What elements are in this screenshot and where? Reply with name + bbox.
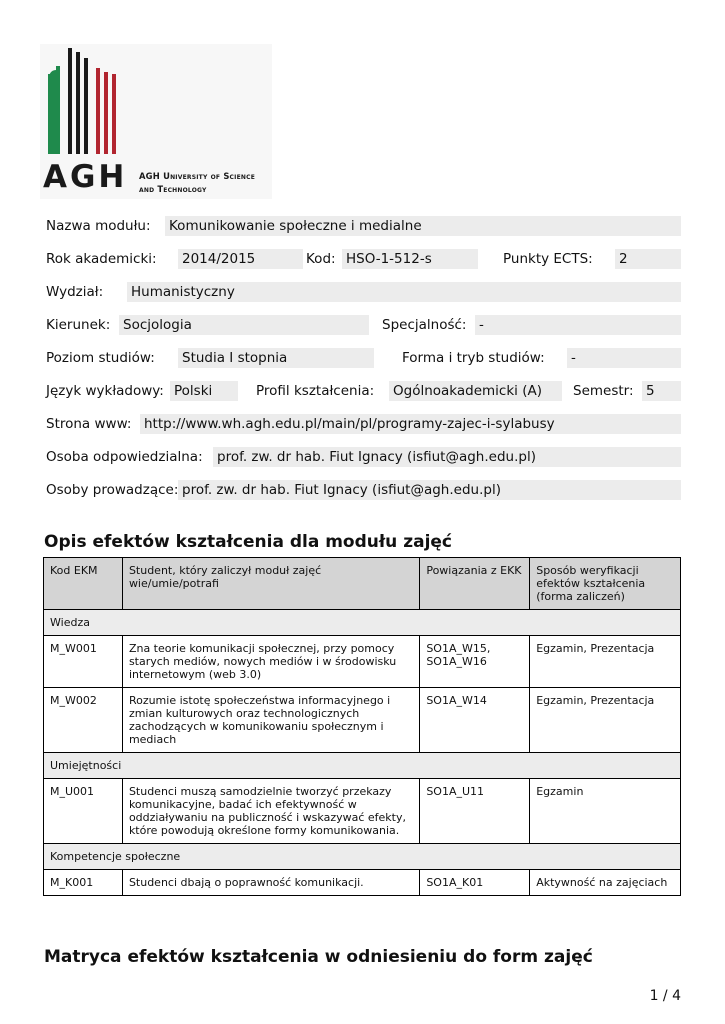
table-row (44, 870, 681, 896)
rok-value: 2014/2015 (178, 249, 303, 269)
cell-opis: Studenci muszą samodzielnie tworzyć przekazy komunikacyjne, badać ich efektywność w oddziaływaniu na publiczność i wskazywać efekty, które powodują określone formy komunikowania. (122, 779, 419, 844)
jezyk-value: Polski (170, 381, 238, 401)
odpowiedzialna-label: Osoba odpowiedzialna: (46, 449, 203, 465)
cell-kod: M_W001 (44, 636, 123, 688)
cell-sposob: Egzamin, Prezentacja (530, 636, 681, 688)
agh-full-name (139, 170, 255, 196)
cell-opis: Studenci dbają o poprawność komunikacji. (122, 870, 419, 896)
poziom-value: Studia I stopnia (178, 348, 374, 368)
forma-label: Forma i tryb studiów: (402, 350, 545, 366)
table-header-row (44, 558, 681, 610)
table-row (44, 779, 681, 844)
semestr-value: 5 (642, 381, 681, 401)
kierunek-value: Socjologia (119, 315, 369, 335)
agh-logo (40, 44, 272, 199)
forma-value: - (567, 348, 681, 368)
section-label: Wiedza (44, 610, 681, 636)
www-label: Strona www: (46, 416, 132, 432)
section-title-matryca: Matryca efektów kształcenia w odniesieniu do form zajęć (44, 947, 593, 967)
kierunek-label: Kierunek: (46, 317, 111, 333)
cell-powiazania: SO1A_W15, SO1A_W16 (420, 636, 530, 688)
profil-value: Ogólnoakademicki (A) (389, 381, 562, 401)
section-row-kompetencje (44, 844, 681, 870)
ects-label: Punkty ECTS: (503, 251, 593, 267)
agh-full-name-line2: and Technology (139, 184, 207, 194)
www-link[interactable]: http://www.wh.agh.edu.pl/main/pl/programy-zajec-i-sylabusy (140, 414, 681, 434)
cell-powiazania: SO1A_W14 (420, 688, 530, 753)
page-number: 1 / 4 (649, 988, 681, 1004)
cell-powiazania: SO1A_U11 (420, 779, 530, 844)
cell-kod: M_U001 (44, 779, 123, 844)
semestr-label: Semestr: (573, 383, 634, 399)
odpowiedzialna-value: prof. zw. dr hab. Fiut Ignacy (isfiut@agh.edu.pl) (213, 447, 681, 467)
header-sposob: Sposób weryfikacji efektów kształcenia (forma zaliczeń) (530, 558, 681, 610)
cell-opis: Zna teorie komunikacji społecznej, przy pomocy starych mediów, nowych mediów i w środowisku internetowym (web 3.0) (122, 636, 419, 688)
table-row (44, 636, 681, 688)
agh-logo-mark (40, 44, 130, 159)
rok-label: Rok akademicki: (46, 251, 157, 267)
table-row (44, 688, 681, 753)
section-title-opis: Opis efektów kształcenia dla modułu zajęć (44, 532, 453, 552)
cell-sposob: Egzamin (530, 779, 681, 844)
kod-value: HSO-1-512-s (342, 249, 478, 269)
header-kod: Kod EKM (44, 558, 123, 610)
ekm-table (43, 557, 681, 896)
kod-label: Kod: (306, 251, 336, 267)
ects-value: 2 (615, 249, 681, 269)
jezyk-label: Język wykładowy: (46, 383, 164, 399)
nazwa-value: Komunikowanie społeczne i medialne (165, 216, 681, 236)
profil-label: Profil kształcenia: (256, 383, 375, 399)
prowadzace-value: prof. zw. dr hab. Fiut Ignacy (isfiut@agh.edu.pl) (178, 480, 681, 500)
poziom-label: Poziom studiów: (46, 350, 155, 366)
specjalnosc-label: Specjalność: (382, 317, 467, 333)
agh-full-name-line1: AGH University of Science (139, 171, 256, 181)
cell-sposob: Egzamin, Prezentacja (530, 688, 681, 753)
header-powiazania: Powiązania z EKK (420, 558, 530, 610)
agh-wordmark: AGH (43, 159, 128, 195)
section-row-umiejetnosci (44, 753, 681, 779)
cell-kod: M_W002 (44, 688, 123, 753)
wydzial-label: Wydział: (46, 284, 104, 300)
section-label: Umiejętności (44, 753, 681, 779)
nazwa-label: Nazwa modułu: (46, 218, 151, 234)
cell-sposob: Aktywność na zajęciach (530, 870, 681, 896)
prowadzace-label: Osoby prowadzące: (46, 482, 179, 498)
section-label: Kompetencje społeczne (44, 844, 681, 870)
section-row-wiedza (44, 610, 681, 636)
header-student: Student, który zaliczył moduł zajęć wie/umie/potrafi (122, 558, 419, 610)
cell-kod: M_K001 (44, 870, 123, 896)
wydzial-value: Humanistyczny (127, 282, 681, 302)
specjalnosc-value: - (475, 315, 681, 335)
cell-powiazania: SO1A_K01 (420, 870, 530, 896)
cell-opis: Rozumie istotę społeczeństwa informacyjnego i zmian kulturowych oraz technologicznych zachodzących w komunikowaniu społecznym i mediach (122, 688, 419, 753)
